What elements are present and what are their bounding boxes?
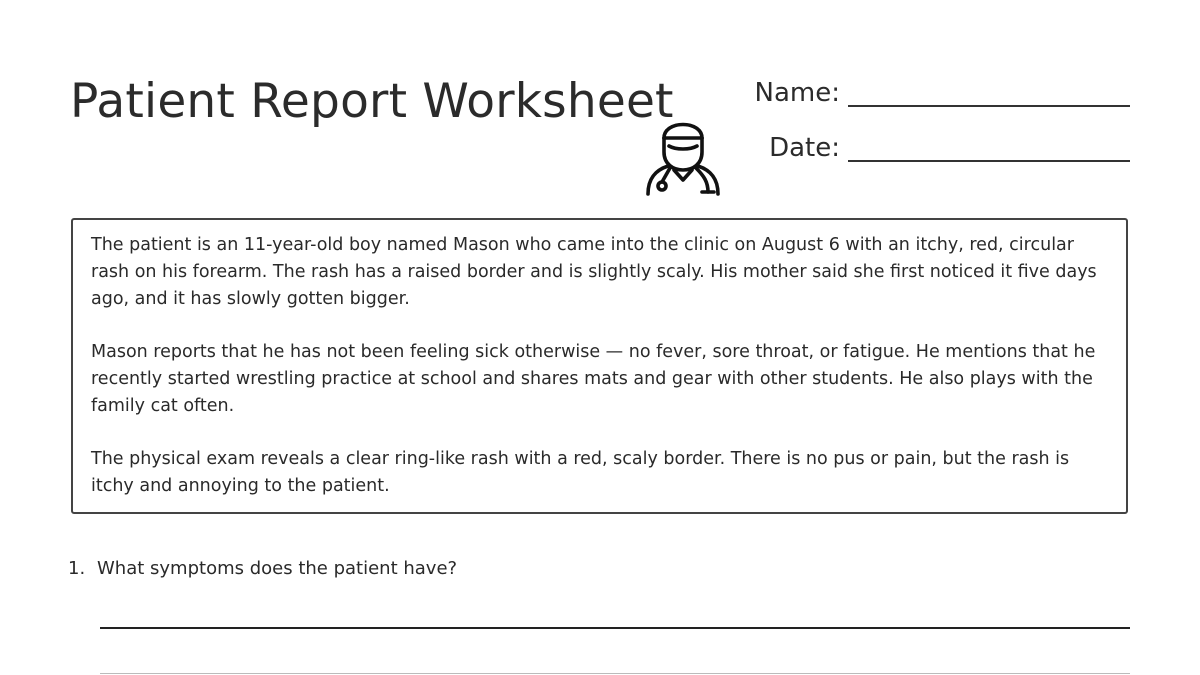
name-field: [740, 76, 1130, 110]
report-paragraph: Mason reports that he has not been feeling sick otherwise — no fever, sore throat, or fatigue. He mentions that he recently started wrestling practice at school and shares mats and gear with other students. He also plays with the family cat often.: [91, 342, 1096, 416]
patient-report-box: [71, 218, 1128, 514]
name-label: Name:: [754, 78, 840, 108]
report-paragraph: The patient is an 11-year-old boy named Mason who came into the clinic on August 6 with an itchy, red, circular rash on his forearm. The rash has a raised border and is slightly scaly. His mother said she first noticed it five days ago, and it has slowly gotten bigger.: [91, 235, 1097, 309]
date-label: Date:: [769, 133, 840, 163]
date-blank-line[interactable]: [848, 160, 1130, 162]
answer-line[interactable]: [100, 673, 1130, 674]
date-field: [740, 131, 1130, 165]
question-text: What symptoms does the patient have?: [97, 558, 458, 579]
question-number: 1.: [68, 558, 86, 579]
doctor-with-stethoscope-icon: [640, 108, 726, 196]
worksheet-title: Patient Report Worksheet: [70, 74, 674, 129]
answer-line[interactable]: [100, 627, 1130, 629]
question-item: [68, 558, 457, 579]
report-paragraph: The physical exam reveals a clear ring-like rash with a red, scaly border. There is no pus or pain, but the rash is itchy and annoying to the patient.: [91, 449, 1070, 496]
name-blank-line[interactable]: [848, 105, 1130, 107]
